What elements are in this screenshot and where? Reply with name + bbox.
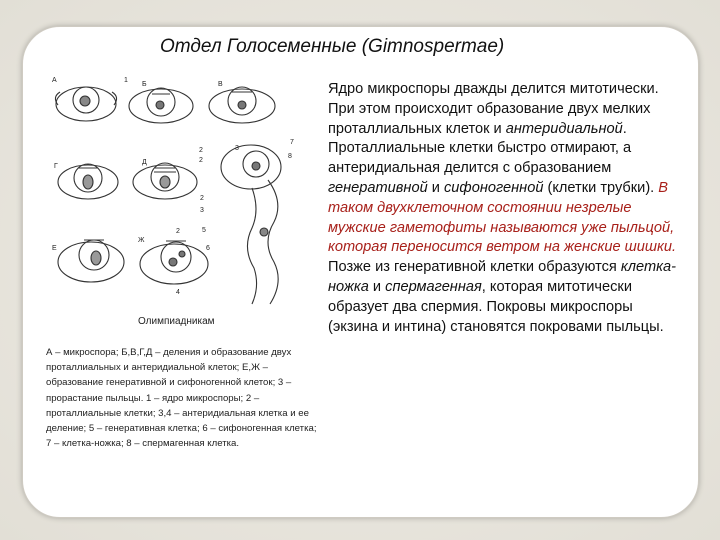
figure-label: Г xyxy=(54,163,58,170)
figure-label: В xyxy=(218,81,223,88)
text-segment: Позже из генеративной клетки образуются xyxy=(328,259,621,276)
term-spermagenous: спермагенная xyxy=(385,278,482,295)
figure-label: Ж xyxy=(138,237,145,244)
main-text xyxy=(328,80,680,337)
text-segment: и xyxy=(427,179,444,196)
figure-label: 3 xyxy=(200,207,204,214)
term-siphonogenic: сифоногенной xyxy=(443,179,544,196)
figure-label: 7 xyxy=(290,139,294,146)
figure-label: 2 xyxy=(199,157,203,164)
figure-label: 3 xyxy=(235,145,239,152)
figure-label: Е xyxy=(52,245,57,252)
text-segment: (клетки трубки). xyxy=(543,179,659,196)
figure-label: 8 xyxy=(288,153,292,160)
germinating-pollen xyxy=(221,145,281,304)
text-segment: Ядро микроспоры дважды делится митотически. При этом происходит образование двух мелких проталлиальных клеток и xyxy=(328,81,659,137)
figure-label: Д xyxy=(142,159,147,166)
microspore-a xyxy=(55,87,116,121)
microspore-d xyxy=(133,163,197,199)
figure-label: 2 xyxy=(199,147,203,154)
term-generative: генеративной xyxy=(328,179,428,196)
figure-label: 2 xyxy=(200,195,204,202)
slide-title: Отдел Голосеменные (Gimnospermae) xyxy=(160,36,505,57)
microspore-v xyxy=(209,87,275,123)
highlighted-statement: В таком двухклеточном состоянии незрелые мужские гаметофиты называются уже пыльцой, которая переносится ветром на женские шишки. xyxy=(328,179,677,256)
text-segment: . Проталлиальные клетки быстро отмирают, а антеридиальная делится с образованием xyxy=(328,120,632,177)
text-segment: , которая митотически образует два спермия. Покровы микроспоры (экзина и интина) становятся покровами пыльцы. xyxy=(328,278,664,335)
term-stalk-cell: клетка-ножка xyxy=(328,259,676,295)
figure-label: Б xyxy=(142,81,147,88)
microspore-e xyxy=(58,240,124,282)
figure-label: А xyxy=(52,77,57,84)
figure-legend: А – микроспора; Б,В,Г,Д – деления и образование двух проталлиальных и антеридиальной клеток; Е,Ж – образование генеративной и сифоногенной клеток; 3 – прорастание пыльцы. 1 – ядро микроспоры; 2 – проталлиальные клетки; 3,4 – антеридиальная клетка и ее деление; 5 – генеративная клетка; 6 – сифоногенная клетка; 7 – клетка-ножка; 8 – спермагенная клетка. xyxy=(46,347,317,450)
microspore-zh xyxy=(140,241,208,284)
text-segment: и xyxy=(368,278,386,295)
figure-label: 2 xyxy=(176,228,180,235)
microspore-g xyxy=(58,164,118,199)
term-antheridial: антеридиальной xyxy=(505,120,623,137)
figure-label: 4 xyxy=(176,289,180,296)
pollen-development-figure xyxy=(46,72,316,312)
figure-caption: Олимпиадникам xyxy=(138,316,215,327)
figure-label: 5 xyxy=(202,227,206,234)
figure-label: 6 xyxy=(206,245,210,252)
microspore-b xyxy=(129,88,193,123)
figure-label: 1 xyxy=(124,77,128,84)
